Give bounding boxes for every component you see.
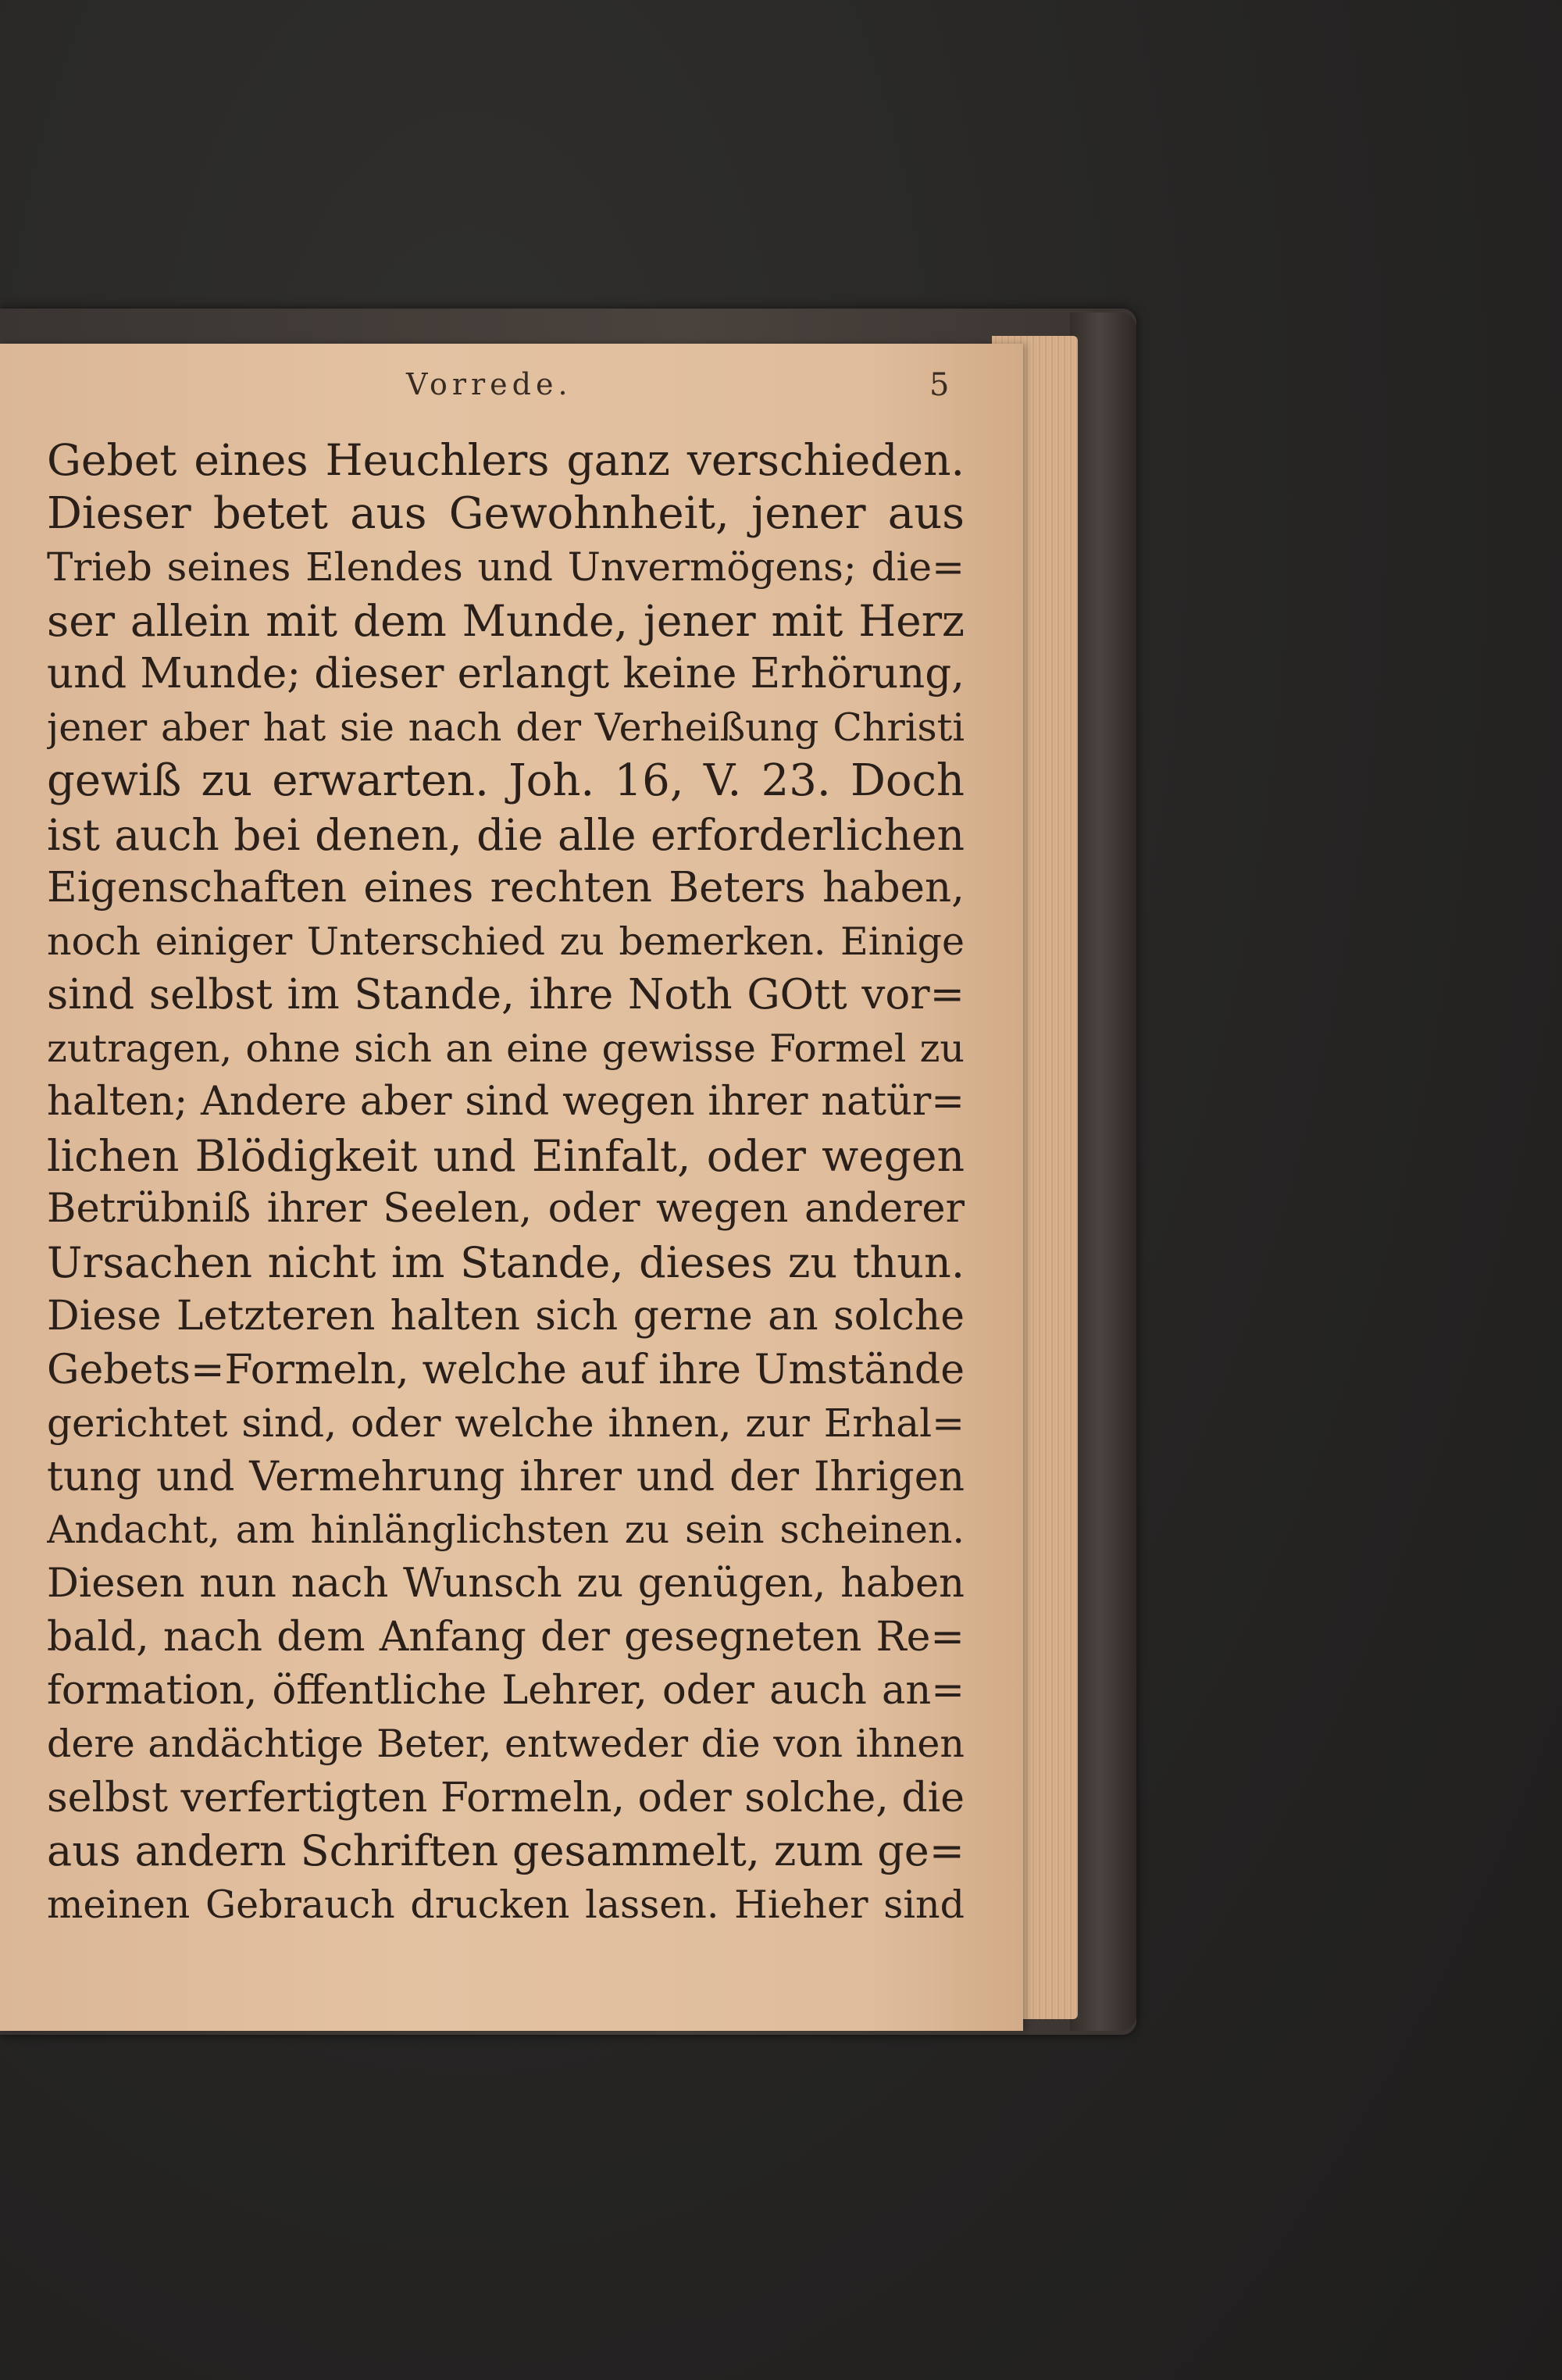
text-line: Trieb seines Elendes und Unvermögens; die= (47, 544, 965, 590)
text-line: meinen Gebrauch drucken lassen. Hieher sind (47, 1882, 965, 1927)
text-line: tung und Vermehrung ihrer und der Ihrigen (47, 1453, 965, 1500)
text-line: Dieser betet aus Gewohnheit, jener aus (47, 487, 965, 539)
text-line: zutragen, ohne sich an eine gewisse Formel zu (47, 1026, 965, 1071)
text-line: halten; Andere aber sind wegen ihrer natür= (47, 1079, 965, 1125)
text-line: jener aber hat sie nach der Verheißung Christi (47, 705, 965, 750)
text-line: Gebets=Formeln, welche auf ihre Umstände (47, 1346, 965, 1393)
text-line: lichen Blödigkeit und Einfalt, oder wegen (47, 1130, 965, 1181)
text-line: Gebet eines Heuchlers ganz verschieden. (47, 435, 965, 485)
text-line: bald, nach dem Anfang der gesegneten Re= (47, 1614, 965, 1661)
text-line: selbst verfertigten Formeln, oder solche, die (47, 1774, 965, 1822)
text-line: dere andächtige Beter, entweder die von ihnen (47, 1722, 965, 1766)
running-head-title: Vorrede. (406, 367, 572, 401)
text-line: aus andern Schriften gesammelt, zum ge= (47, 1826, 965, 1875)
text-line: Eigenschaften eines rechten Beters haben, (47, 864, 965, 912)
text-line: ist auch bei denen, die alle erforderlichen (47, 809, 965, 860)
text-line: Betrübniß ihrer Seelen, oder wegen anderer (47, 1186, 965, 1232)
text-line: noch einiger Unterschied zu bemerken. Einige (47, 919, 965, 964)
text-line: formation, öffentliche Lehrer, oder auch an= (47, 1667, 965, 1714)
body-text (47, 434, 965, 1932)
text-line: Diese Letzteren halten sich gerne an solche (47, 1293, 965, 1340)
text-line: und Munde; dieser erlangt keine Erhörung, (47, 650, 965, 698)
cover-edge (1070, 312, 1136, 2031)
page-number: 5 (929, 367, 950, 403)
text-line: gewiß zu erwarten. Joh. 16, V. 23. Doch (47, 755, 965, 806)
text-line: sind selbst im Stande, ihre Noth GOtt vor= (47, 971, 965, 1019)
running-head (0, 367, 1023, 414)
text-line: gerichtet sind, oder welche ihnen, zur Erhal= (47, 1401, 965, 1446)
text-line: Andacht, am hinlänglichsten zu sein scheinen. (47, 1508, 965, 1552)
text-line: Diesen nun nach Wunsch zu genügen, haben (47, 1560, 965, 1607)
text-line: ser allein mit dem Munde, jener mit Herz (47, 595, 965, 646)
text-line: Ursachen nicht im Stande, dieses zu thun. (47, 1237, 965, 1287)
